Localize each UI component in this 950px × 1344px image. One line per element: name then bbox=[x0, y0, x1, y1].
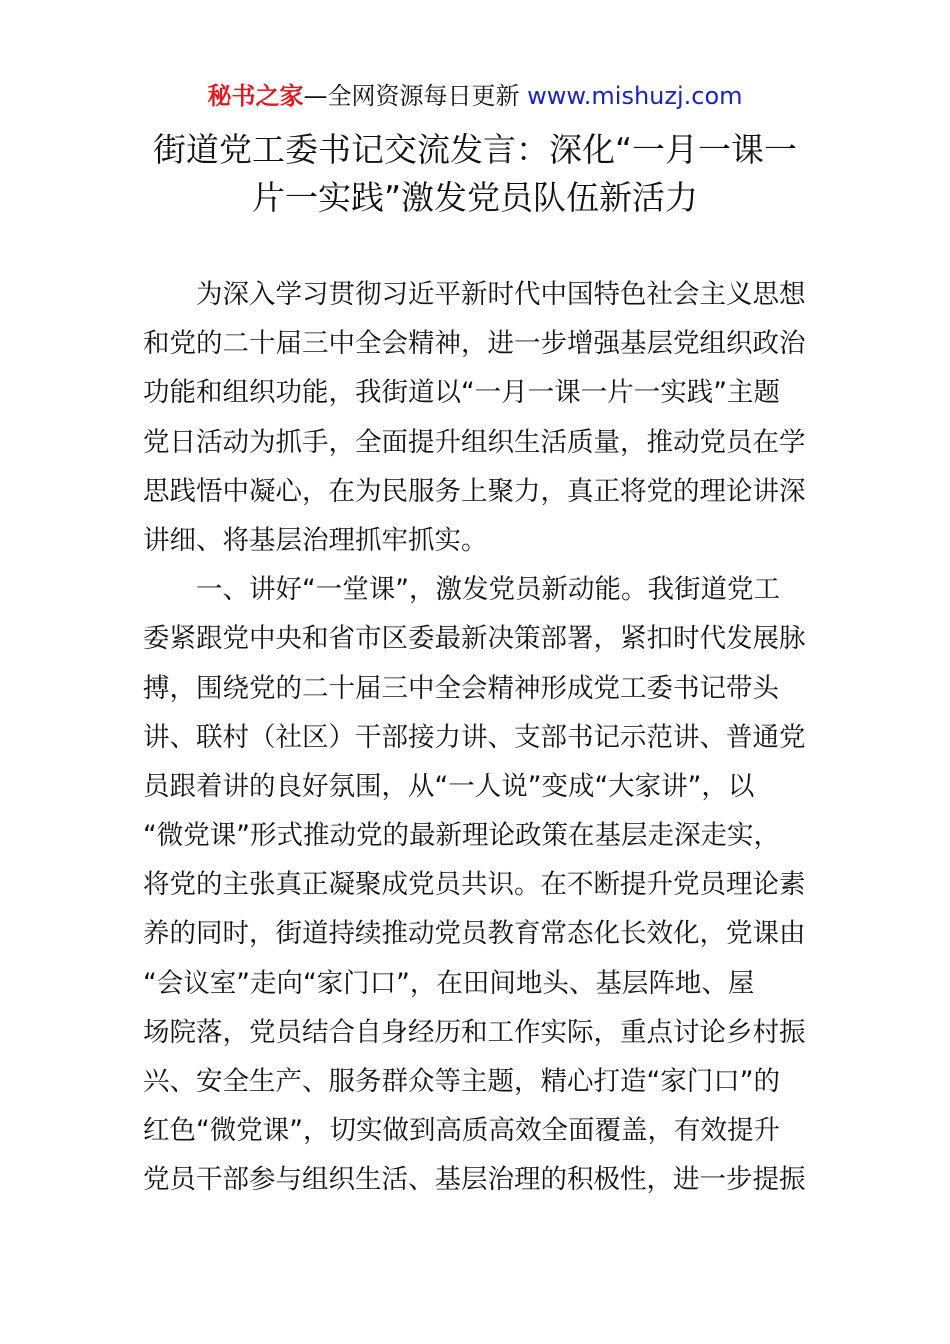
body-line: 党日活动为抓手，全面提升组织生活质量，推动党员在学 bbox=[143, 426, 806, 458]
site-header-banner bbox=[0, 80, 950, 112]
body-line: 委紧跟党中央和省市区委最新决策部署，紧扣时代发展脉 bbox=[143, 623, 806, 655]
body-line: 讲细、将基层治理抓牢抓实。 bbox=[143, 524, 488, 556]
body-line: “微党课”形式推动党的最新理论政策在基层走深走实， bbox=[143, 820, 780, 852]
body-line: “会议室”走向“家门口”，在田间地头、基层阵地、屋 bbox=[143, 967, 755, 999]
brand-name: 秘书之家 bbox=[207, 82, 304, 110]
body-line: 将党的主张真正凝聚成党员共识。在不断提升党员理论素 bbox=[143, 869, 806, 901]
body-line: 思践悟中凝心，在为民服务上聚力，真正将党的理论讲深 bbox=[143, 475, 806, 507]
body-line: 功能和组织功能，我街道以“一月一课一片一实践”主题 bbox=[143, 377, 780, 409]
title-line-1: 街道党工委书记交流发言：深化“一月一课一 bbox=[152, 130, 798, 169]
body-line: 为深入学习贯彻习近平新时代中国特色社会主义思想 bbox=[143, 279, 806, 310]
site-url-link[interactable]: www.mishuzj.com bbox=[527, 82, 743, 110]
body-line: 和党的二十届三中全会精神，进一步增强基层党组织政治 bbox=[143, 328, 806, 360]
header-slogan: —全网资源每日更新 bbox=[303, 82, 528, 110]
body-line: 养的同时，街道持续推动党员教育常态化长效化，党课由 bbox=[143, 918, 806, 950]
body-line: 兴、安全生产、服务群众等主题，精心打造“家门口”的 bbox=[143, 1066, 780, 1097]
body-line: 场院落，党员结合自身经历和工作实际，重点讨论乡村振 bbox=[143, 1016, 806, 1048]
body-line: 员跟着讲的良好氛围，从“一人说”变成“大家讲”，以 bbox=[143, 770, 755, 802]
title-line-2: 片一实践”激发党员队伍新活力 bbox=[251, 178, 699, 217]
document-body bbox=[143, 270, 813, 1205]
body-line: 一、讲好“一堂课”，激发党员新动能。我街道党工 bbox=[143, 574, 780, 606]
document-title bbox=[130, 126, 820, 222]
body-line: 搏，围绕党的二十届三中全会精神形成党工委书记带头 bbox=[143, 672, 779, 704]
body-line: 讲、联村（社区）干部接力讲、支部书记示范讲、普通党 bbox=[143, 721, 806, 753]
body-line: 党员干部参与组织生活、基层治理的积极性，进一步提振 bbox=[143, 1164, 806, 1196]
body-line: 红色“微党课”，切实做到高质高效全面覆盖，有效提升 bbox=[143, 1115, 780, 1147]
